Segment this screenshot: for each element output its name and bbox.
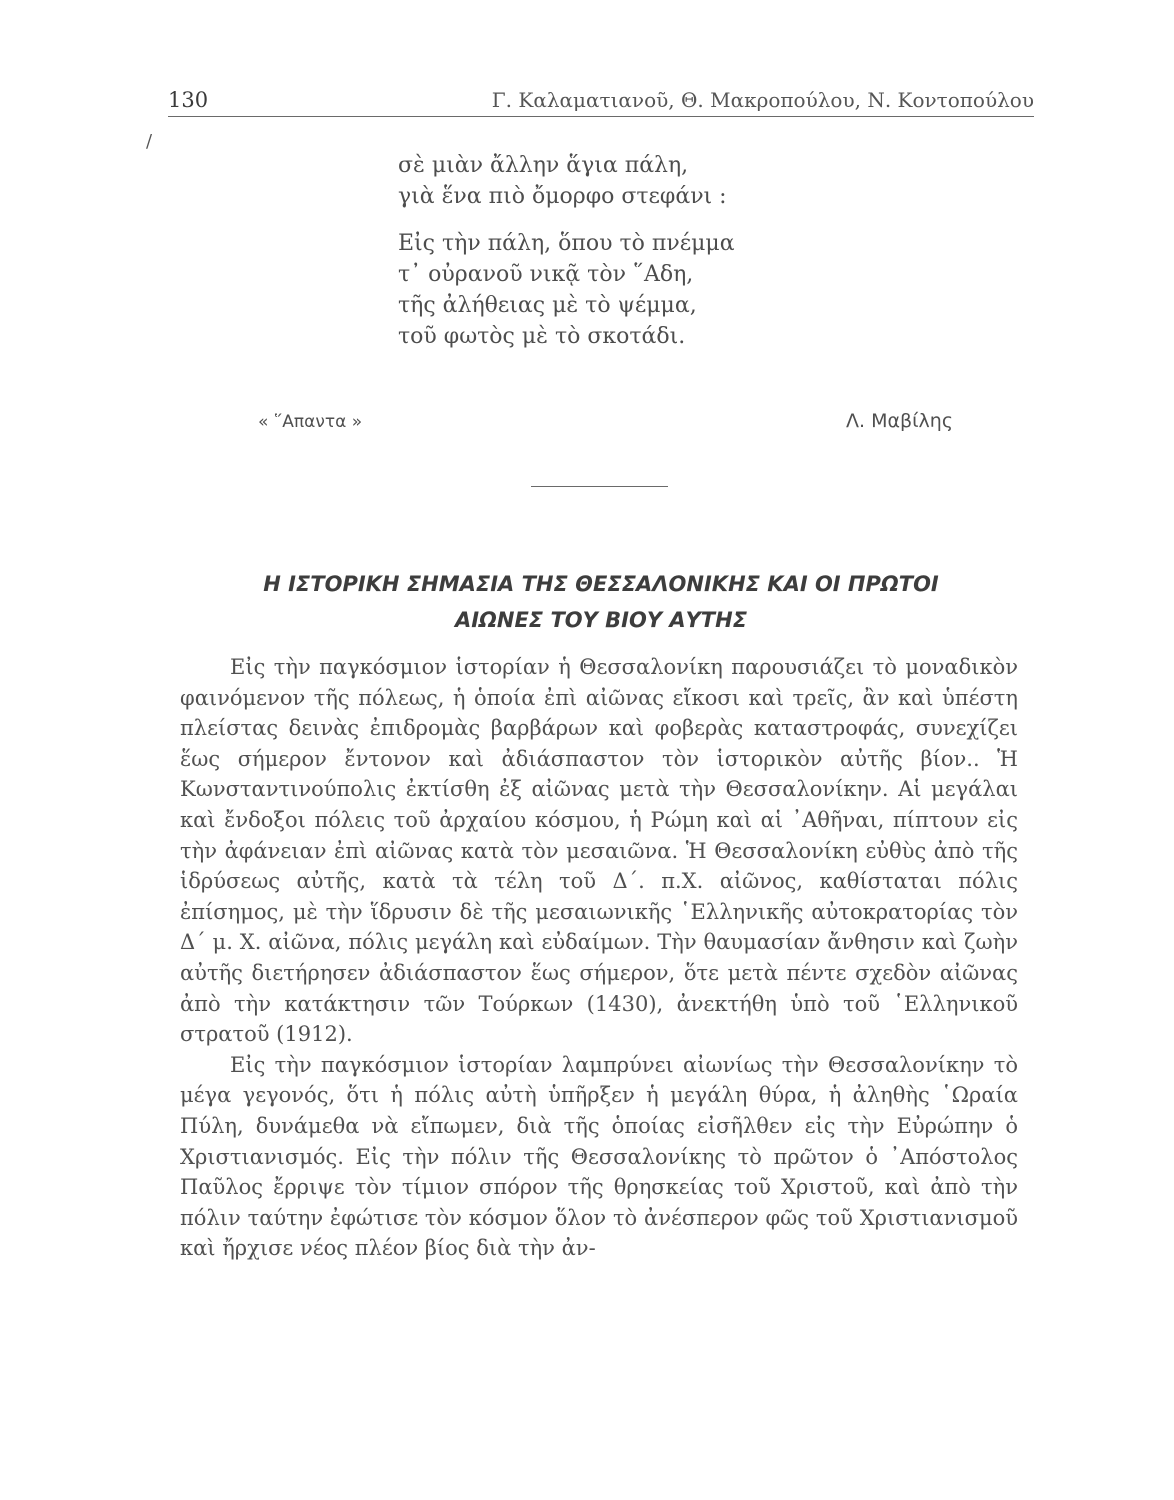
- article-title-line: Η ΙΣΤΟΡΙΚΗ ΣΗΜΑΣΙΑ ΤΗΣ ΘΕΣΣΑΛΟΝΙΚΗΣ ΚΑΙ ΟΙ ΠΡΩΤΟΙ: [263, 572, 939, 596]
- poem-source: « ῞Απαντα »: [258, 412, 363, 432]
- article-title: [168, 566, 1034, 638]
- poem-line: τοῦ φωτὸς μὲ τὸ σκοτάδι.: [398, 324, 686, 349]
- section-divider: [531, 486, 668, 487]
- article-paragraph: Εἰς τὴν παγκόσμιον ἱστορίαν λαμπρύνει αἰωνίως τὴν Θεσσαλονίκην τὸ μέγα γεγονός, ὅτι ἡ πόλις αὐτὴ ὑπῆρξεν ἡ μεγάλη θύρα, ἡ ἀληθὴς ῾Ωραία Πύλη, δυνάμεθα νὰ εἴπωμεν, διὰ τῆς ὁποίας εἰσῆλθεν εἰς τὴν Εὐρώπην ὁ Χριστιανισμός. Εἰς τὴν πόλιν τῆς Θεσσαλονίκης τὸ πρῶτον ὁ ᾽Απόστολος Παῦλος ἔρριψε τὸν τίμιον σπόρον τῆς θρησκείας τοῦ Χριστοῦ, καὶ ἀπὸ τὴν πόλιν ταύτην ἐφώτισε τὸν κόσμον ὅλον τὸ ἀνέσπερον φῶς τοῦ Χριστιανισμοῦ καὶ ἤρχισε νέος πλέον βίος διὰ τὴν ἀν-: [180, 1052, 1018, 1261]
- article-body: [180, 652, 1018, 1264]
- poem-author: Λ. Μαβίλης: [846, 410, 953, 432]
- running-head-authors: Γ. Καλαματιανοῦ, Θ. Μακροπούλου, Ν. Κοντοπούλου: [491, 88, 1034, 112]
- poem-line: Εἰς τὴν πάλη, ὅπου τὸ πνέμμα: [398, 231, 735, 256]
- poem-excerpt: [398, 150, 735, 352]
- poem-stanza: [398, 228, 735, 352]
- poem-line: σὲ μιὰν ἄλλην ἅγια πάλη,: [398, 153, 689, 178]
- page-header: [168, 88, 1034, 117]
- article-title-line: ΑΙΩΝΕΣ ΤΟΥ ΒΙΟΥ ΑΥΤΗΣ: [454, 608, 748, 632]
- poem-line: γιὰ ἕνα πιὸ ὄμορφο στεφάνι :: [398, 184, 727, 209]
- page-number: 130: [168, 88, 209, 112]
- poem-stanza: [398, 150, 735, 212]
- article-paragraph: Εἰς τὴν παγκόσμιον ἱστορίαν ἡ Θεσσαλονίκη παρουσιάζει τὸ μοναδικὸν φαινόμενον τῆς πόλεως, ἡ ὁποία ἐπὶ αἰῶνας εἴκοσι καὶ τρεῖς, ἂν καὶ ὑπέστη πλείστας δεινὰς ἐπιδρομὰς βαρβάρων καὶ φοβερὰς καταστροφάς, συνεχίζει ἕως σήμερον ἔντονον καὶ ἀδιάσπαστον τὸν ἱστορικὸν αὐτῆς βίον.. Ἡ Κωνσταντινούπολις ἐκτίσθη ἐξ αἰῶνας μετὰ τὴν Θεσσαλονίκην. Αἱ μεγάλαι καὶ ἔνδοξοι πόλεις τοῦ ἀρχαίου κόσμου, ἡ Ρώμη καὶ αἱ ᾽Αθῆναι, πίπτουν εἰς τὴν ἀφάνειαν ἐπὶ αἰῶνας κατὰ τὸν μεσαιῶνα. Ἡ Θεσσαλονίκη εὐθὺς ἀπὸ τῆς ἱδρύσεως αὐτῆς, κατὰ τὰ τέλη τοῦ Δ΄. π.Χ. αἰῶνος, καθίσταται πόλις ἐπίσημος, μὲ τὴν ἵδρυσιν δὲ τῆς μεσαιωνικῆς ῾Ελληνικῆς αὐτοκρατορίας τὸν Δ΄ μ. Χ. αἰῶνα, πόλις μεγάλη καὶ εὐδαίμων. Τὴν θαυμασίαν ἄνθησιν καὶ ζωὴν αὐτῆς διετήρησεν ἀδιάσπαστον ἕως σήμερον, ὅτε μετὰ πέντε σχεδὸν αἰῶνας ἀπὸ τὴν κατάκτησιν τῶν Τούρκων (1430), ἀνεκτήθη ὑπὸ τοῦ ῾Ελληνικοῦ στρατοῦ (1912).: [180, 655, 1018, 1047]
- poem-line: τ᾽ οὐρανοῦ νικᾷ τὸν ῞Αδη,: [398, 262, 694, 287]
- poem-line: τῆς ἀλήθειας μὲ τὸ ψέμμα,: [398, 293, 697, 318]
- margin-pencil-mark: /: [146, 131, 153, 152]
